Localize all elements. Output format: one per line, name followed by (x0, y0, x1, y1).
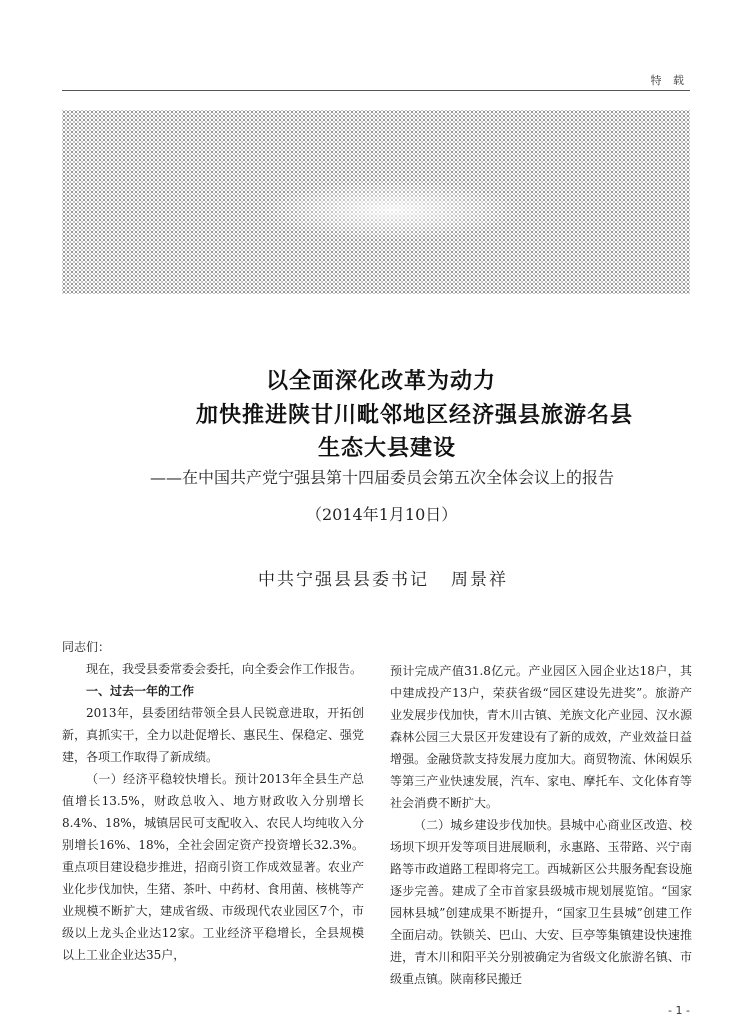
author-name: 周景祥 (451, 570, 508, 590)
paragraph: 现在，我受县委常委会委托，向全委会作工作报告。 (86, 662, 363, 676)
body-column-right (390, 660, 692, 990)
banner-image (62, 110, 690, 294)
paragraph: 预计完成产值31.8亿元。产业园区入园企业达18户，其中建成投产13户，荣获省级“园区建设先进奖”。旅游产业发展步伐加快，青木川古镇、羌族文化产业园、汉水源森林公园三大景区开发建设有了新的成效，产业效益日益增强。金融贷款支持发展力度加大。商贸物流、休闲娱乐等第三产业快速发展，汽车、家电、摩托车、文化体育等社会消费不断扩大。 (390, 664, 692, 810)
author-role: 中共宁强县县委书记 (258, 570, 429, 590)
author-line (258, 565, 508, 590)
title-line-1: 以全面深化改革为动力 (266, 368, 497, 394)
section-label: 特 载 (650, 74, 688, 87)
report-date: （2014年1月10日） (306, 505, 458, 524)
paragraph: （二）城乡建设步伐加快。县城中心商业区改造、校场坝下坝开发等项目进展顺利，永惠路、玉带路、兴宁南路等市政道路工程即将完工。西城新区公共服务配套设施逐步完善。建成了全市首家县级城市规划展览馆。“国家园林县城”创建成果不断提升，“国家卫生县城”创建工作全面启动。铁锁关、巴山、大安、巨亭等集镇建设快速推进，青木川和阳平关分别被确定为省级文化旅游名镇、市级重点镇。陕南移民搬迁 (390, 818, 692, 986)
section-heading: 一、过去一年的工作 (86, 684, 195, 698)
page-number: - 1 - (668, 1004, 690, 1017)
title-line-2: 加快推进陕甘川毗邻地区经济强县旅游名县 (196, 402, 634, 428)
subtitle: ——在中国共产党宁强县第十四届委员会第五次全体会议上的报告 (150, 468, 615, 487)
banner-glow (262, 180, 522, 240)
paragraph: 2013年，县委团结带领全县人民锐意进取，开拓创新，真抓实干，全力以赴促增长、惠民生、保稳定、强党建，各项工作取得了新成绩。 (62, 706, 364, 764)
paragraph: （一）经济平稳较快增长。预计2013年全县生产总值增长13.5%，财政总收入、地方财政收入分别增长8.4%、18%，城镇居民可支配收入、农民人均纯收入分别增长16%、18%，全社会固定资产投资增长32.3%。重点项目建设稳步推进，招商引资工作成效显著。农业产业化步伐加快，生猪、茶叶、中药材、食用菌、核桃等产业规模不断扩大，建成省级、市级现代农业园区7个，市级以上龙头企业达12家。工业经济平稳增长，全县规模以上工业企业达35户， (62, 772, 364, 962)
title-line-3: 生态大县建设 (318, 435, 457, 461)
greeting: 同志们： (62, 640, 111, 654)
header-rule (62, 90, 690, 91)
body-column-left (62, 636, 364, 966)
